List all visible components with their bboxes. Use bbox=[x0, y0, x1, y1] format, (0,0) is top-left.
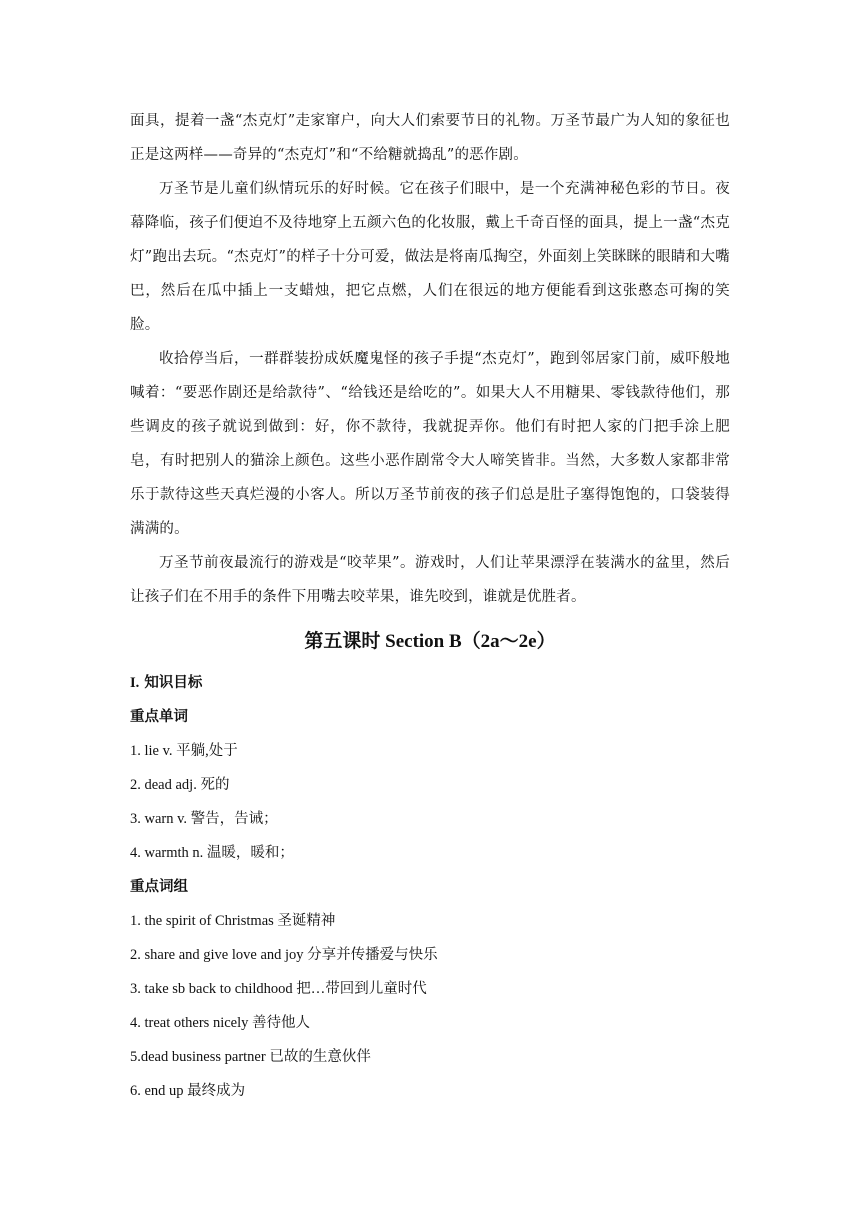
section-heading bbox=[130, 666, 730, 700]
section-roman-numeral: I. bbox=[130, 675, 140, 691]
vocab-item: 4. warmth n. 温暖，暖和； bbox=[130, 845, 294, 861]
phrases-heading: 重点词组 bbox=[130, 879, 188, 895]
vocab-list bbox=[130, 734, 730, 870]
phrase-item: 6. end up 最终成为 bbox=[130, 1083, 246, 1099]
phrase-item: 2. share and give love and joy 分享并传播爱与快乐 bbox=[130, 947, 438, 963]
paragraph-4: 万圣节前夜最流行的游戏是“咬苹果”。游戏时，人们让苹果漂浮在装满水的盆里，然后让孩子们在不用手的条件下用嘴去咬苹果，谁先咬到，谁就是优胜者。 bbox=[130, 555, 730, 605]
paragraph-1: 面具，提着一盏“杰克灯”走家窜户，向大人们索要节日的礼物。万圣节最广为人知的象征也正是这两样——奇异的“杰克灯”和“不给糖就捣乱”的恶作剧。 bbox=[130, 113, 730, 163]
phrase-item: 4. treat others nicely 善待他人 bbox=[130, 1015, 310, 1031]
paragraph-2: 万圣节是儿童们纵情玩乐的好时候。它在孩子们眼中，是一个充满神秘色彩的节日。夜幕降临，孩子们便迫不及待地穿上五颜六色的化妆服，戴上千奇百怪的面具，提上一盏“杰克灯”跑出去玩。“杰克灯”的样子十分可爱，做法是将南瓜掏空，外面刻上笑眯眯的眼睛和大嘴巴，然后在瓜中插上一支蜡烛，把它点燃，人们在很远的地方便能看到这张憨态可掬的笑脸。 bbox=[130, 181, 730, 333]
phrase-item: 1. the spirit of Christmas 圣诞精神 bbox=[130, 913, 336, 929]
vocab-heading: 重点单词 bbox=[130, 709, 188, 725]
vocab-item: 2. dead adj. 死的 bbox=[130, 777, 230, 793]
paragraph-3: 收拾停当后，一群群装扮成妖魔鬼怪的孩子手提“杰克灯”，跑到邻居家门前，威吓般地喊着：“要恶作剧还是给款待”、“给钱还是给吃的”。如果大人不用糖果、零钱款待他们，那些调皮的孩子就说到做到：好，你不款待，我就捉弄你。他们有时把人家的门把手涂上肥皂，有时把别人的猫涂上颜色。这些小恶作剧常令大人啼笑皆非。当然，大多数人家都非常乐于款待这些天真烂漫的小客人。所以万圣节前夜的孩子们总是肚子塞得饱饱的，口袋装得满满的。 bbox=[130, 351, 730, 537]
phrase-item: 3. take sb back to childhood 把…带回到儿童时代 bbox=[130, 981, 427, 997]
lesson-title: 第五课时 Section B（2a～2e） bbox=[304, 631, 556, 652]
document-page bbox=[130, 104, 730, 1108]
vocab-item: 1. lie v. 平躺,处于 bbox=[130, 743, 238, 759]
phrases-list bbox=[130, 904, 730, 1108]
section-heading-text: 知识目标 bbox=[144, 675, 203, 691]
vocab-item: 3. warn v. 警告，告诫； bbox=[130, 811, 278, 827]
phrase-item: 5.dead business partner 已故的生意伙伴 bbox=[130, 1049, 371, 1065]
